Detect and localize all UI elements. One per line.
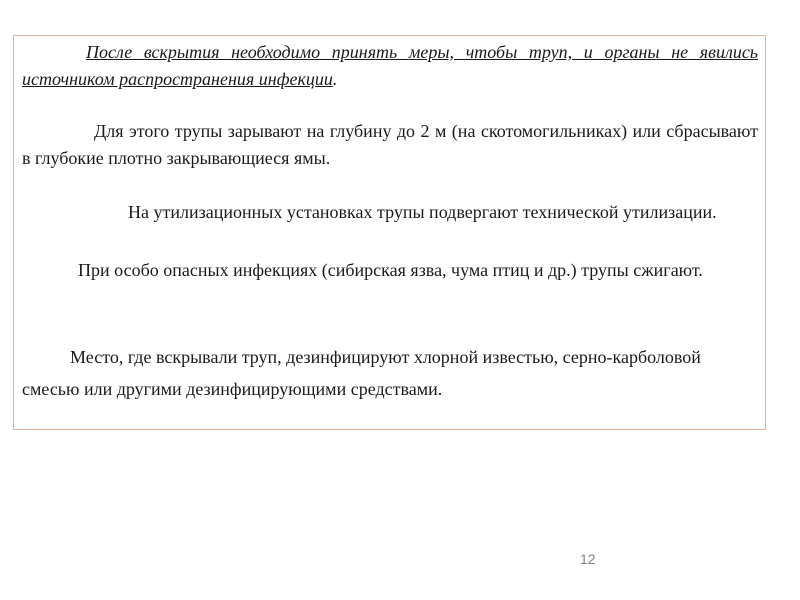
- paragraph-burial: Для этого трупы зарывают на глубину до 2 м (на скотомогильниках) или сбрасывают в глубокие плотно закрывающиеся ямы.: [22, 121, 758, 168]
- paragraph-incineration: При особо опасных инфекциях (сибирская язва, чума птиц и др.) трупы сжигают.: [78, 260, 703, 280]
- statement-period: .: [332, 69, 338, 89]
- page-number: 12: [580, 551, 596, 567]
- underlined-statement: После вскрытия необходимо принять меры, чтобы труп, и органы не явились источником распространения инфекции: [22, 42, 758, 89]
- paragraph-disinfection: Место, где вскрывали труп, дезинфицируют хлорной известью, серно-карболовой смесью или другими дезинфицирующими средствами.: [22, 347, 701, 399]
- text-frame: [13, 35, 766, 430]
- paragraph-utilization: На утилизационных установках трупы подвергают технической утилизации.: [128, 202, 717, 222]
- paragraph-disposal-measures: [22, 39, 758, 93]
